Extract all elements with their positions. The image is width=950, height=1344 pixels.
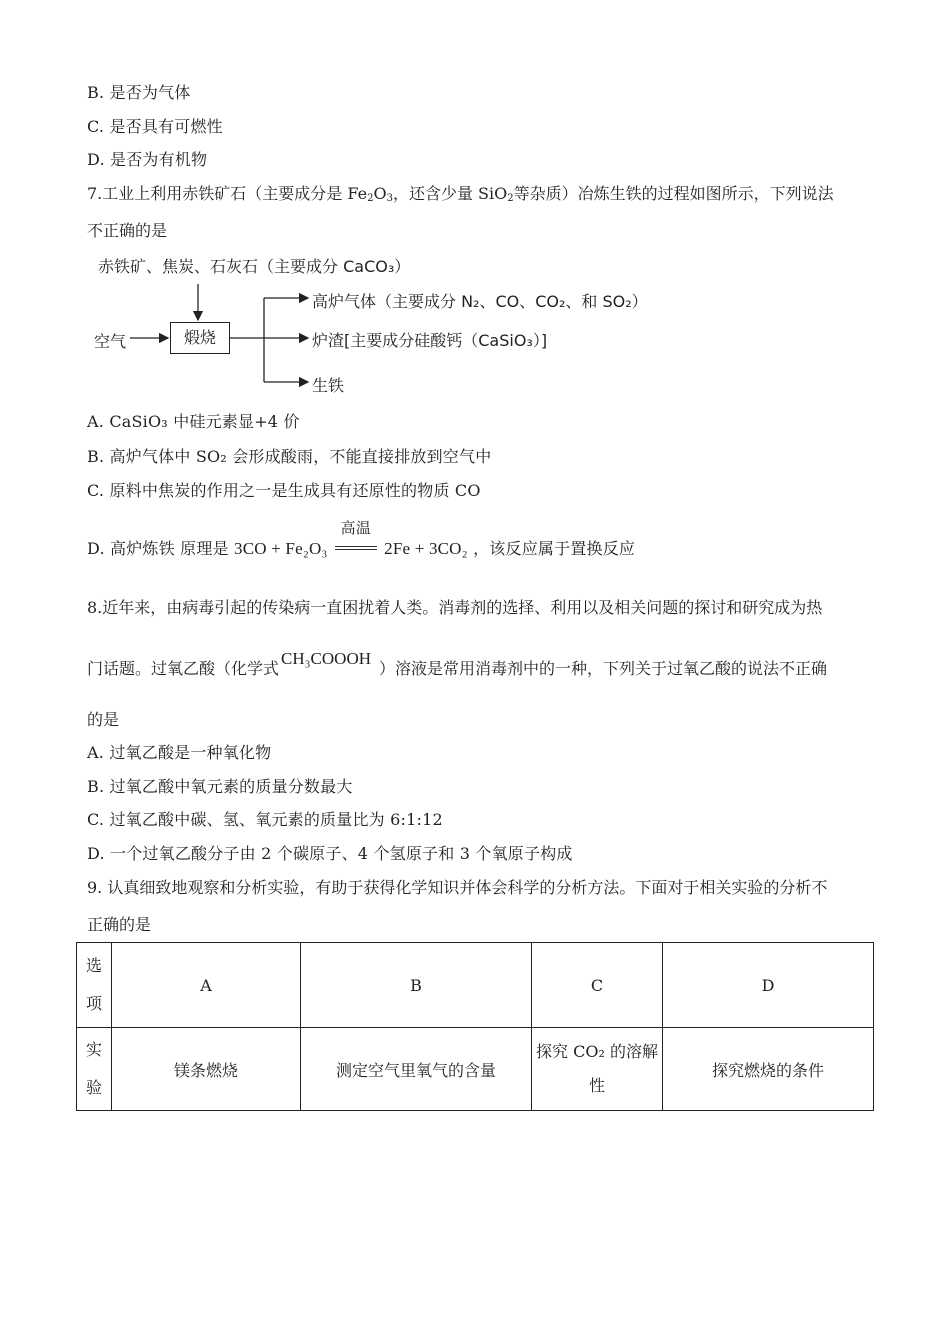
q8-option-a: A. 过氧乙酸是一种氧化物: [87, 743, 272, 762]
table-row-header: [77, 943, 874, 1028]
smelting-flow-diagram: [90, 250, 690, 400]
q7-option-d-prefix: D. 高炉炼铁 原理是: [87, 539, 229, 558]
experiment-d: 探究燃烧的条件: [663, 1028, 874, 1111]
output-pig-iron: 生铁: [312, 376, 345, 395]
header-label-char: 选: [85, 956, 102, 975]
q8-option-d: D. 一个过氧乙酸分子由 2 个碳原子、4 个氢原子和 3 个氧原子构成: [87, 844, 573, 863]
header-label-cell: [77, 943, 112, 1028]
q7-option-d: [87, 519, 636, 559]
reaction-condition: [335, 519, 377, 558]
table-row-experiments: [77, 1028, 874, 1111]
row-label-char: 实: [85, 1040, 102, 1059]
row-label-cell: [77, 1028, 112, 1111]
q7-stem-part: 7.工业上利用赤铁矿石（主要成分是 Fe: [87, 184, 368, 203]
peracetic-acid-formula: CH₃COOOH: [281, 649, 372, 668]
q7-option-c: C. 原料中焦炭的作用之一是生成具有还原性的物质 CO: [87, 481, 481, 500]
output-furnace-gas: 高炉气体（主要成分 N₂、CO、CO₂、和 SO₂）: [312, 292, 648, 311]
q8-option-c: C. 过氧乙酸中碳、氢、氧元素的质量比为 6:1:12: [87, 810, 443, 829]
q6-option-b: B. 是否为气体: [87, 83, 191, 102]
equals-sign: [335, 546, 377, 550]
condition-high-temp: 高温: [340, 519, 372, 537]
column-c: C: [532, 943, 663, 1028]
q8-stem-line2: [87, 649, 828, 679]
column-b: B: [301, 943, 532, 1028]
row-label-char: 验: [85, 1078, 102, 1097]
q9-stem-line1: 9. 认真细致地观察和分析实验，有助于获得化学知识并体会科学的分析方法。下面对于相关实验的分析不: [87, 878, 828, 897]
q7-stem-part: O: [373, 184, 387, 203]
q8-option-b: B. 过氧乙酸中氧元素的质量分数最大: [87, 777, 353, 796]
experiment-a: 镁条燃烧: [112, 1028, 301, 1111]
experiment-c-line1: 探究 CO₂ 的溶解: [536, 1042, 658, 1061]
q7-stem-part: ，还含少量 SiO: [392, 184, 508, 203]
input-raw-materials: 赤铁矿、焦炭、石灰石（主要成分 CaCO₃）: [98, 257, 411, 276]
q7-stem: 7.工业上利用赤铁矿石（主要成分是 $Fe_2O_3$，还含少量 SiO$_2$等杂质）冶炼生铁的过程如图所示，下列说法: [87, 184, 834, 204]
experiment-c-line2: 性: [588, 1076, 605, 1095]
q8-stem-post: ）溶液是常用消毒剂中的一种，下列关于过氧乙酸的说法不正确: [379, 659, 828, 678]
header-label-char: 项: [85, 994, 102, 1013]
q6-option-d: D. 是否为有机物: [87, 150, 208, 169]
q7-option-d-suffix: ，该反应属于置换反应: [473, 539, 636, 558]
experiment-b: 测定空气里氧气的含量: [301, 1028, 532, 1111]
q9-stem-line2: 正确的是: [87, 915, 152, 934]
q7-stem-part: 等杂质）冶炼生铁的过程如图所示，下列说法: [513, 184, 834, 203]
experiment-c: [532, 1028, 663, 1111]
q7-option-b: B. 高炉气体中 SO₂ 会形成酸雨，不能直接排放到空气中: [87, 447, 492, 466]
reaction-reactants: 3CO + Fe₂O₃: [234, 539, 328, 558]
column-a: A: [112, 943, 301, 1028]
input-air: 空气: [94, 332, 127, 351]
column-d: D: [663, 943, 874, 1028]
calcination-box: 煅烧: [170, 322, 230, 354]
q8-stem-line1: 8.近年来，由病毒引起的传染病一直困扰着人类。消毒剂的选择、利用以及相关问题的探讨和研究成为热: [87, 598, 823, 617]
experiment-table: [76, 942, 874, 1111]
q8-stem-pre: 门话题。过氧乙酸（化学式: [87, 659, 280, 678]
output-slag: 炉渣[主要成分硅酸钙（CaSiO₃）]: [312, 331, 548, 350]
q6-option-c: C. 是否具有可燃性: [87, 117, 223, 136]
q8-stem-line3: 的是: [87, 710, 120, 729]
q7-option-a: A. CaSiO₃ 中硅元素显+4 价: [87, 412, 300, 431]
reaction-products: 2Fe + 3CO₂: [384, 539, 468, 558]
q7-stem-line2: 不正确的是: [87, 221, 168, 240]
